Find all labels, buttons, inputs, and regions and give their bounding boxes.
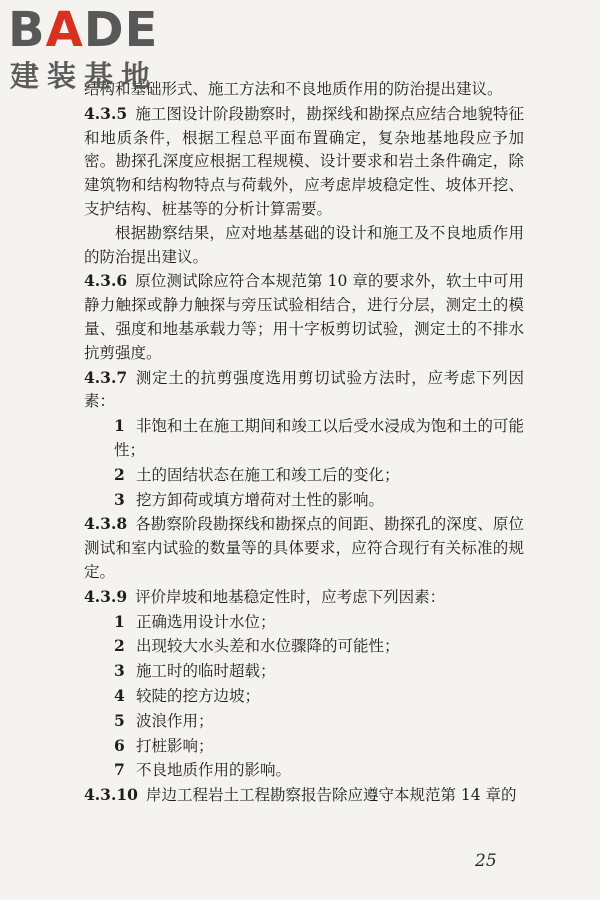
clause-number: 4.3.7 [84,367,128,387]
list-item: 2 土的固结状态在施工和竣工后的变化； [114,464,400,484]
clause-4-3-7: 4.3.7 测定土的抗剪强度选用剪切试验方法时，应考虑下列因素： [84,367,524,411]
list-item: 1 非饱和土在施工期间和竣工以后受水浸成为饱和土的可能性； [114,416,524,459]
clause-number: 4.3.9 [84,586,128,606]
clause-number: 4.3.5 [84,103,128,123]
clause-4-3-5: 4.3.5 施工图设计阶段勘察时，勘探线和勘探点应结合地貌特征和地质条件，根据工程总平面布置确定，复杂地基地段应予加密。勘探孔深度应根据工程规模、设计要求和岩土条件确定，除建筑物和结构物特点与荷载外，应考虑岸坡稳定性、坡体开挖、支护结构、桩基等的分析计算需要。 [84,103,524,218]
clause-4-3-10: 4.3.10 岸边工程岩土工程勘察报告除应遵守本规范第 14 章的 [84,785,517,805]
page-number: 25 [475,851,497,871]
list-item: 3 挖方卸荷或填方增荷对土性的影响。 [114,489,385,509]
clause-number: 4.3.10 [84,785,138,805]
logo-subtitle: 建装基地 [10,59,159,93]
clause-4-3-9: 4.3.9 评价岸坡和地基稳定性时，应考虑下列因素： [84,586,446,606]
continued-paragraph: 结构和基础形式、施工方法和不良地质作用的防治提出建议。 [84,80,503,98]
clause-4-3-6: 4.3.6 原位测试除应符合本规范第 10 章的要求外，软土中可用静力触探或静力触探与旁压试验相结合，进行分层，测定土的模量、强度和地基承载力等；用十字板剪切试验，测定土的不排水抗剪强度。 [84,271,524,362]
logo [8,4,183,94]
list-item: 7 不良地质作用的影响。 [114,760,292,780]
list-item: 3 施工时的临时超载； [114,661,276,681]
clause-number: 4.3.6 [84,271,128,291]
clause-4-3-8: 4.3.8 各勘察阶段勘探线和勘探点的间距、勘探孔的深度、原位测试和室内试验的数量等的具体要求，应符合现行有关标准的规定。 [84,514,524,581]
list-item: 5 波浪作用； [114,710,214,730]
list-item: 2 出现较大水头差和水位骤降的可能性； [114,636,400,656]
list-item: 6 打桩影响； [114,735,214,755]
clause-4-3-5-paragraph-2: 根据勘察结果，应对地基基础的设计和施工及不良地质作用的防治提出建议。 [84,223,524,266]
clause-number: 4.3.8 [84,514,128,534]
list-item: 4 较陡的挖方边坡； [114,685,261,705]
logo-wordmark: BADE [8,2,159,58]
page-body [84,78,524,808]
list-item: 1 正确选用设计水位； [114,611,276,631]
